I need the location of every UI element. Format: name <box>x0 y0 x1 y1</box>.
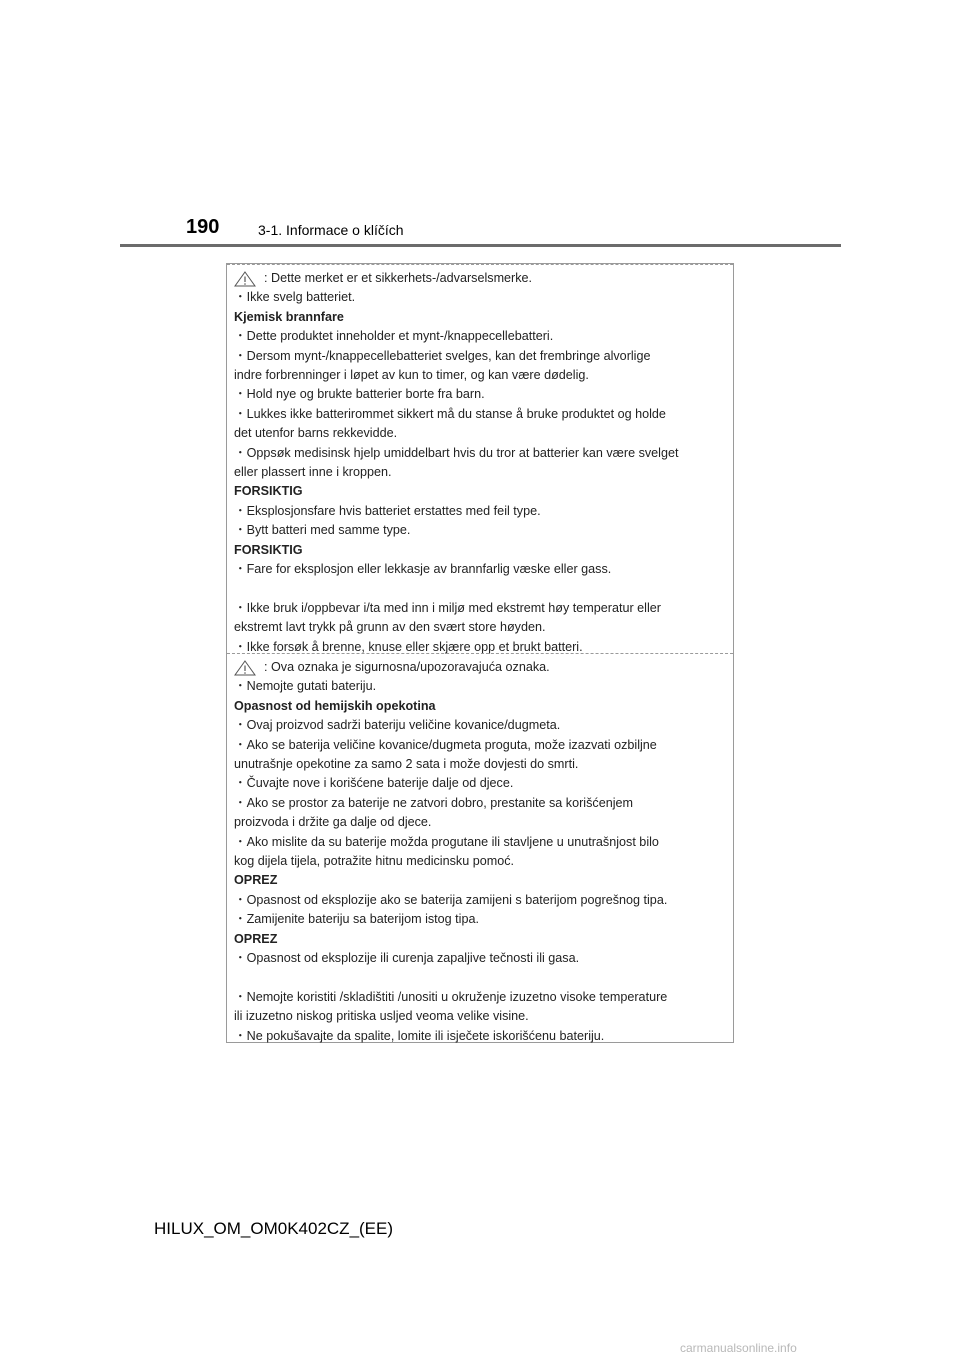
label-text-line: proizvoda i držite ga dalje od djece. <box>234 815 432 830</box>
label-text-line: ・Hold nye og brukte batterier borte fra barn. <box>234 387 485 402</box>
label-text-line: unutrašnje opekotine za samo 2 sata i može dovjesti do smrti. <box>234 757 579 772</box>
label-text-line: ・Čuvajte nove i korišćene baterije dalje od djece. <box>234 776 514 791</box>
label-text-line: ・Nemojte gutati bateriju. <box>234 679 377 694</box>
label-text-line: det utenfor barns rekkevidde. <box>234 426 398 441</box>
header-divider <box>120 244 841 247</box>
label-heading: OPREZ <box>234 873 278 888</box>
label-text-line: ・Eksplosjonsfare hvis batteriet erstattes med feil type. <box>234 503 541 518</box>
label-text-line: ・Ikke forsøk å brenne, knuse eller skjære opp et brukt batteri. <box>234 639 583 654</box>
label-heading: OPREZ <box>234 931 278 946</box>
label-heading: FORSIKTIG <box>234 484 303 499</box>
label-text-line: ekstremt lavt trykk på grunn av den svært store høyden. <box>234 620 546 635</box>
label-text-line: ・Bytt batteri med samme type. <box>234 523 411 538</box>
document-code: HILUX_OM_OM0K402CZ_(EE) <box>154 1219 394 1238</box>
label-text-line: ・Dette produktet inneholder et mynt-/knappecellebatteri. <box>234 329 554 344</box>
watermark: carmanualsonline.info <box>680 1341 797 1355</box>
warning-line <box>234 658 733 677</box>
warning-line-text: : Dette merket er et sikkerhets-/advarselsmerke. <box>264 271 533 285</box>
warning-triangle-icon <box>234 271 260 287</box>
label-text-line: ・Ne pokušavajte da spalite, lomite ili isječete iskorišćenu bateriju. <box>234 1028 605 1043</box>
label-heading: FORSIKTIG <box>234 542 303 557</box>
battery-warning-label <box>226 263 734 1043</box>
warning-line-text: : Ova oznaka je sigurnosna/upozoravajuća oznaka. <box>264 660 550 674</box>
label-text-line: ili izuzetno niskog pritiska usljed veoma velike visine. <box>234 1009 529 1024</box>
label-text-line: ・Nemojte koristiti /skladištiti /unositi u okruženje izuzetno visoke temperature <box>234 989 668 1004</box>
label-lines <box>234 288 733 657</box>
section-title: 3-1. Informace o klíčích <box>258 222 404 238</box>
label-text-line: ・Lukkes ikke batterirommet sikkert må du stanse å bruke produktet og holde <box>234 406 666 421</box>
label-section-norwegian <box>227 264 733 653</box>
label-heading: Kjemisk brannfare <box>234 309 344 324</box>
label-text-line: ・Zamijenite bateriju sa baterijom istog tipa. <box>234 912 479 927</box>
label-text-line: ・Ako se prostor za baterije ne zatvori dobro, prestanite sa korišćenjem <box>234 795 633 810</box>
label-text-line: ・Fare for eksplosjon eller lekkasje av brannfarlig væske eller gass. <box>234 562 612 577</box>
label-section-croatian <box>227 653 733 1042</box>
label-text-line: ・Oppsøk medisinsk hjelp umiddelbart hvis du tror at batterier kan være svelget <box>234 445 679 460</box>
label-text-line: indre forbrenninger i løpet av kun to timer, og kan være dødelig. <box>234 368 589 383</box>
label-lines <box>234 677 733 1046</box>
label-text-line: kog dijela tijela, potražite hitnu medicinsku pomoć. <box>234 854 515 869</box>
label-text-line: ・Ako se baterija veličine kovanice/dugmeta proguta, može izazvati ozbiljne <box>234 737 657 752</box>
warning-triangle-icon <box>234 660 260 676</box>
label-heading: Opasnost od hemijskih opekotina <box>234 698 436 713</box>
label-text-line: ・Opasnost od eksplozije ako se baterija zamijeni s baterijom pogrešnog tipa. <box>234 892 668 907</box>
label-text-line: ・Ikke svelg batteriet. <box>234 290 356 305</box>
label-text-line: ・Ako mislite da su baterije možda progutane ili stavljene u unutrašnjost bilo <box>234 834 659 849</box>
label-text-line: eller plassert inne i kroppen. <box>234 465 392 480</box>
label-text-line: ・Ovaj proizvod sadrži bateriju veličine kovanice/dugmeta. <box>234 718 561 733</box>
warning-line <box>234 269 733 288</box>
label-text-line: ・Opasnost od eksplozije ili curenja zapaljive tečnosti ili gasa. <box>234 951 580 966</box>
page-number: 190 <box>186 216 220 238</box>
label-text-line: ・Ikke bruk i/oppbevar i/ta med inn i miljø med ekstremt høy temperatur eller <box>234 600 661 615</box>
label-text-line: ・Dersom mynt-/knappecellebatteriet svelges, kan det frembringe alvorlige <box>234 348 651 363</box>
